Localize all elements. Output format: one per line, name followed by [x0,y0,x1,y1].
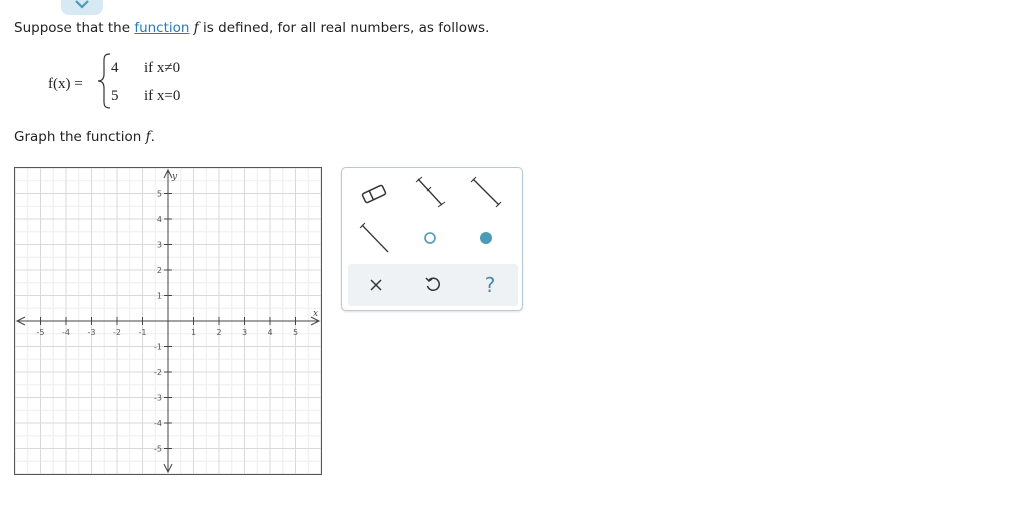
x-tick-label: -3 [87,328,96,337]
instruction-end: . [150,129,155,145]
instruction-variable: f [145,129,151,145]
y-tick-label: 3 [156,240,162,250]
y-tick-label: -3 [154,393,162,403]
y-tick-label: 4 [156,215,162,224]
case-1-condition: if x≠0 [144,60,181,76]
x-tick-label: 4 [267,328,273,337]
function-link[interactable]: function [134,20,190,36]
instruction-text: Graph the function [14,129,146,145]
ray-icon [356,222,392,254]
x-tick-label: -4 [62,328,70,337]
x-tick-label: 5 [292,328,299,337]
segment-tool[interactable] [410,174,450,210]
x-tick-label: 3 [241,328,248,337]
undo-button[interactable] [413,267,453,303]
x-tick-label: -5 [36,328,45,337]
y-tick-label: -4 [154,419,162,428]
x-tick-label: -1 [138,328,147,337]
closed-point-icon [476,228,496,248]
help-button[interactable]: ? [484,273,496,297]
graphing-canvas[interactable] [14,167,322,475]
line-icon [468,176,504,208]
piecewise-brace [96,52,112,110]
y-tick-label: -5 [154,444,162,454]
problem-statement [14,20,489,36]
chevron-down-icon [74,0,90,10]
y-axis-label: y [172,172,178,182]
toolbox-actions [348,264,518,306]
prompt-text-before: Suppose that the [14,20,135,36]
y-tick-label: 1 [156,291,162,301]
undo-icon [424,276,442,294]
piecewise-lhs: f(x) = [48,76,83,92]
y-tick-label: 5 [156,189,162,199]
x-tick-label: 1 [190,328,197,337]
graph-toolbox [341,167,523,311]
close-icon [369,278,383,292]
instruction [14,129,155,145]
open-point-tool[interactable] [410,220,450,256]
closed-point-tool[interactable] [466,220,506,256]
x-tick-label: -2 [113,328,121,337]
line-tool[interactable] [466,174,506,210]
prompt-text-after: is defined, for all real numbers, as follows. [198,20,490,36]
case-1-value: 4 [111,60,119,76]
function-variable: f [193,20,199,36]
y-tick-label: -1 [154,342,162,352]
y-tick-label: 2 [156,266,162,275]
case-2-value: 5 [111,88,119,104]
segment-icon [412,176,448,208]
case-2-condition: if x=0 [144,88,181,104]
open-point-icon [420,228,440,248]
coordinate-plane[interactable] [15,168,321,474]
y-tick-label: -2 [154,368,162,377]
x-tick-label: 2 [216,328,222,337]
clear-button[interactable] [356,267,396,303]
collapse-toggle[interactable] [61,0,103,15]
ray-tool[interactable] [354,220,394,256]
eraser-tool[interactable] [354,176,394,212]
x-axis-label: x [313,309,319,319]
eraser-icon [360,182,388,206]
